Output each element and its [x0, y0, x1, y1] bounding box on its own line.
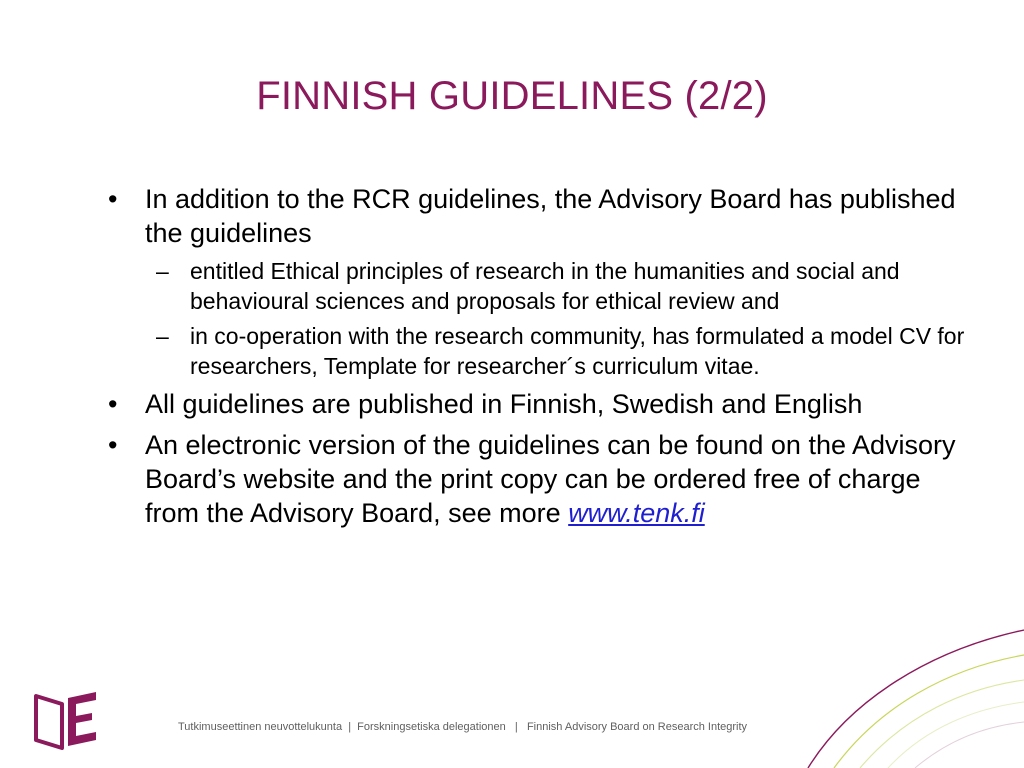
sub-bullet-marker: –	[156, 258, 169, 284]
bullet-marker: •	[108, 430, 118, 460]
bullet-item	[100, 428, 980, 530]
bullet-text: In addition to the RCR guidelines, the Advisory Board has published the guidelines	[145, 184, 956, 248]
bullet-marker: •	[108, 184, 118, 214]
sub-bullet-item	[100, 322, 980, 381]
slide-title: FINNISH GUIDELINES (2/2)	[256, 74, 768, 118]
sub-bullet-marker: –	[156, 323, 169, 349]
sub-bullet-text: entitled Ethical principles of research in the humanities and social and behavioural sciences and proposals for ethical review and	[190, 258, 900, 314]
sub-bullet-text: in co-operation with the research community, has formulated a model CV for researchers, Template for researcher´s curriculum vitae.	[190, 323, 965, 379]
bullet-text: An electronic version of the guidelines can be found on the Advisory Board’s website and the print copy can be ordered free of charge from the Advisory Board, see more	[145, 430, 956, 528]
bullet-marker: •	[108, 389, 118, 419]
bullet-list	[100, 182, 980, 537]
tenk-website-link[interactable]: www.tenk.fi	[568, 498, 705, 528]
bullet-item	[100, 387, 980, 421]
bullet-text: All guidelines are published in Finnish, Swedish and English	[145, 389, 863, 419]
book-e-logo-icon	[32, 688, 100, 750]
bullet-item	[100, 182, 980, 250]
sub-bullet-item	[100, 257, 980, 316]
footer-text: Tutkimuseettinen neuvottelukunta | Forskningsetiska delegationen | Finnish Advisory Board on Research Integrity	[178, 721, 748, 733]
